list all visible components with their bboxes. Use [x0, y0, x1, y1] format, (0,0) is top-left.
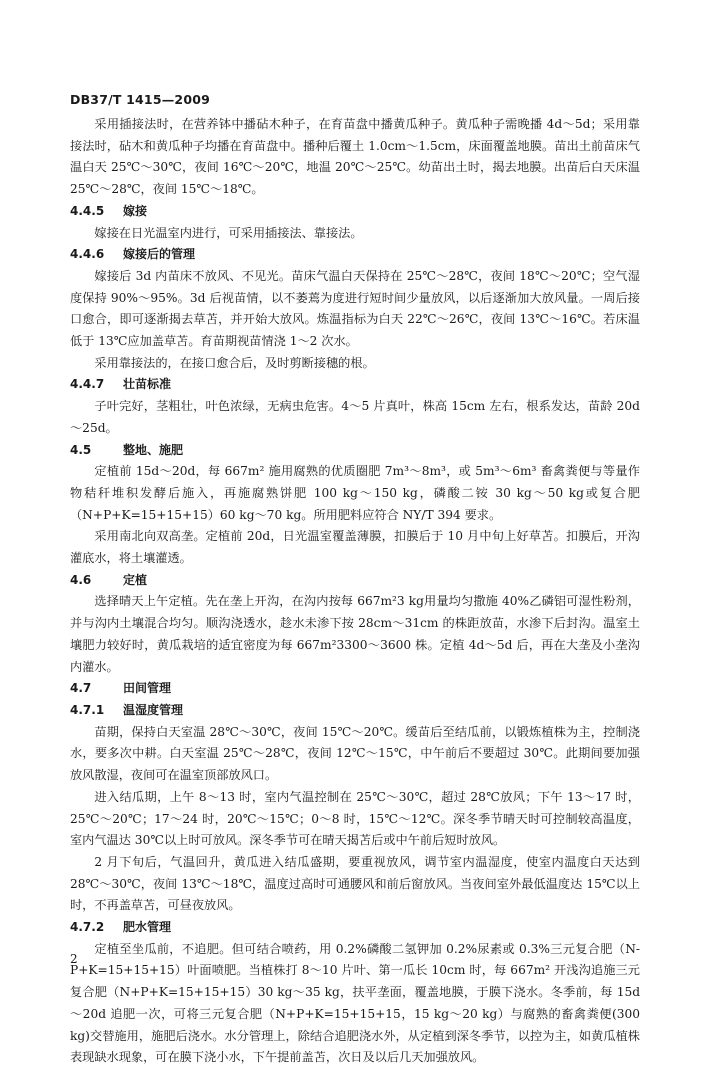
- section-heading: [70, 244, 640, 266]
- body-paragraph: 苗期，保持白天室温 28℃～30℃，夜间 15℃～20℃。缓苗后至结瓜前，以锻炼植株为主，控制浇水，要多次中耕。白天室温 25℃～28℃，夜间 12℃～15℃，中午前后不要超过 30℃。此期间要加强放风散湿，夜间可在温室顶部放风口。: [70, 724, 640, 783]
- standard-number: DB37/T 1415—2009: [70, 92, 211, 107]
- section-title: 肥水管理: [123, 920, 172, 935]
- section-number: 4.5: [70, 442, 92, 457]
- body-paragraph: 嫁接后 3d 内苗床不放风、不见光。苗床气温白天保持在 25℃～28℃，夜间 18℃～20℃；空气湿度保持 90%～95%。3d 后视苗情，以不萎蔫为度进行短时间少量放风，以后逐渐加大放风量。一周后接口愈合，即可逐渐揭去草苫，并开始大放风。炼温指标为白天 22℃～26℃，夜间 13℃～16℃。若床温低于 13℃应加盖草苫。育苗期视苗情浇 1～2 次水。: [70, 268, 640, 349]
- section-number: 4.6: [70, 572, 92, 587]
- body-paragraph: 选择晴天上午定植。先在垄上开沟，在沟内按每 667m²3 kg用量均匀撒施 40%乙磷铝可湿性粉剂，并与沟内土壤混合均匀。顺沟浇透水，趁水未渗下按 28cm～31cm 的株距放苗，水渗下后封沟。温室土壤肥力较好时，黄瓜栽培的适宜密度为每 667m²3300～3600 株。定植 4d～5d 后，再在大垄及小垄沟内灌水。: [70, 594, 640, 674]
- section-heading: [70, 700, 640, 722]
- body-paragraph: 嫁接在日光温室内进行，可采用插接法、靠接法。: [94, 225, 363, 240]
- body-paragraph: 采用靠接法的，在接口愈合后，及时剪断接穗的根。: [94, 355, 375, 370]
- body-paragraph: 进入结瓜期，上午 8～13 时，室内气温控制在 25℃～30℃，超过 28℃放风；下午 13～17 时，25℃～20℃；17～24 时，20℃～15℃；0～8 时，15℃～12℃。深冬季节晴天时可控制较高温度，室内气温达 30℃以上时可放风。深冬季节可在晴天揭苫后或中午前后短时放风。: [70, 789, 640, 848]
- section-heading: [70, 570, 640, 592]
- section-title: 温湿度管理: [123, 702, 184, 717]
- section-number: 4.4.6: [70, 247, 105, 262]
- section-heading: [70, 374, 640, 396]
- body-paragraph: 子叶完好，茎粗壮，叶色浓绿，无病虫危害。4～5 片真叶，株高 15cm 左右，根系发达，苗龄 20d～25d。: [70, 399, 640, 435]
- section-title: 嫁接后的管理: [123, 247, 196, 262]
- section-number: 4.7: [70, 681, 92, 696]
- section-number: 4.7.1: [70, 702, 105, 717]
- body-paragraph: 定植前 15d～20d，每 667m² 施用腐熟的优质圈肥 7m³～8m³，或 5m³～6m³ 畜禽粪便与等量作物秸秆堆积发酵后施入，再施腐熟饼肥 100 kg～150 kg，磷酸二铵 30 kg～50 kg或复合肥（N+P+K=15+15+15）60 kg～70 kg。所用肥料应符合 NY/T 394 要求。: [70, 464, 640, 522]
- section-heading: [70, 440, 640, 462]
- section-number: 4.4.7: [70, 377, 105, 392]
- document-body: [70, 114, 640, 1069]
- section-title: 定植: [123, 572, 148, 587]
- section-title: 壮苗标准: [123, 377, 172, 392]
- section-number: 4.4.5: [70, 203, 105, 218]
- section-title: 整地、施肥: [123, 442, 184, 457]
- body-paragraph: 2 月下旬后，气温回升，黄瓜进入结瓜盛期，要重视放风，调节室内温湿度，使室内温度白天达到 28℃～30℃，夜间 13℃～18℃，温度过高时可通腰风和前后窗放风。当夜间室外最低温度达 15℃以上时，不再盖草苫，可昼夜放风。: [70, 854, 640, 913]
- section-heading: [70, 917, 640, 939]
- section-title: 嫁接: [123, 203, 148, 218]
- body-paragraph: 采用插接法时，在营养钵中播砧木种子，在育苗盘中播黄瓜种子。黄瓜种子需晚播 4d～5d；采用靠接法时，砧木和黄瓜种子均播在育苗盘中。播种后覆土 1.0cm～1.5cm，床面覆盖地膜。苗出土前苗床气温白天 25℃～30℃，夜间 16℃～20℃，地温 20℃～25℃。幼苗出土时，揭去地膜。出苗后白天床温 25℃～28℃，夜间 15℃～18℃。: [70, 117, 640, 197]
- page-number: 2: [70, 952, 78, 966]
- body-paragraph: 定植至坐瓜前，不追肥。但可结合喷药，用 0.2%磷酸二氢钾加 0.2%尿素或 0.3%三元复合肥（N-P+K=15+15+15）叶面喷肥。当植株打 8～10 片叶、第一瓜长 10cm 时，每 667m² 开浅沟追施三元复合肥（N+P+K=15+15+15）30 kg～35 kg，扶平垄面，覆盖地膜，于膜下浇水。冬季前，每 15d～20d 追肥一次，可将三元复合肥（N+P+K=15+15+15，15 kg～20 kg）与腐熟的畜禽粪便(300 kg)交替施用，施肥后浇水。水分管理上，除结合追肥浇水外，从定植到深冬季节，以控为主，如黄瓜植株表现缺水现象，可在膜下浇小水，下午提前盖苫，次日及以后几天加强放风。: [70, 941, 640, 1065]
- section-number: 4.7.2: [70, 920, 105, 935]
- section-heading: [70, 201, 640, 223]
- section-title: 田间管理: [123, 681, 172, 696]
- section-heading: [70, 678, 640, 700]
- body-paragraph: 采用南北向双高垄。定植前 20d，日光温室覆盖薄膜，扣膜后于 10 月中旬上好草苫。扣膜后，开沟灌底水，将土壤灌透。: [70, 529, 640, 566]
